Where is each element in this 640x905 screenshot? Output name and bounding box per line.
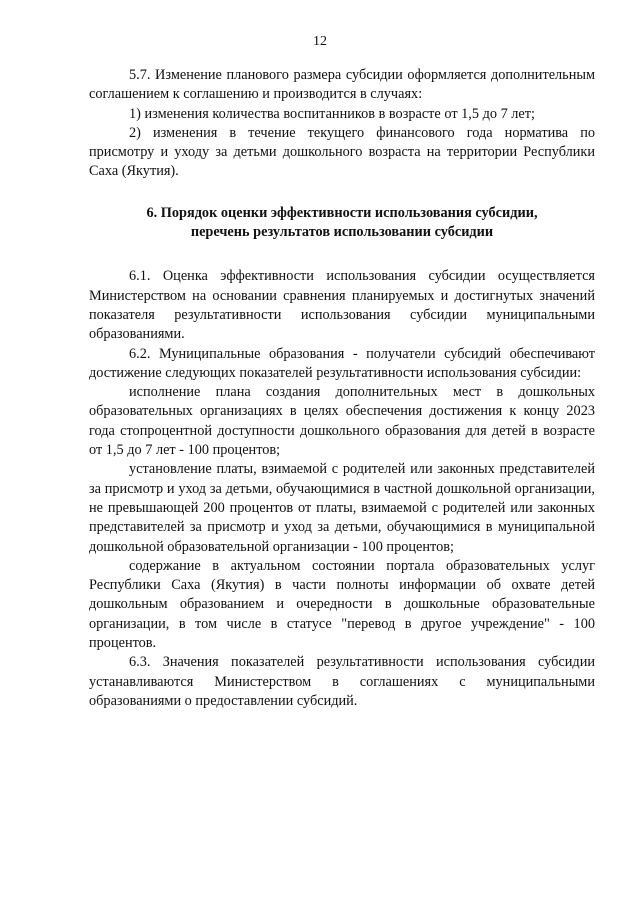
paragraph-6-2: 6.2. Муниципальные образования - получатели субсидий обеспечивают достижение следующих показателей результативности использования субсидии: xyxy=(89,345,595,381)
paragraph-6-3: 6.3. Значения показателей результативности использования субсидии устанавливаются Министерством в соглашениях с муниципальными образованиями о предоставлении субсидий. xyxy=(89,654,595,709)
page-number: 12 xyxy=(313,34,327,49)
document-body xyxy=(89,66,595,711)
section-heading-line-1: 6. Порядок оценки эффективности использования субсидии, xyxy=(146,204,538,221)
indicator-item-2: установление платы, взимаемой с родителей или законных представителей за присмотр и уход за детьми, обучающимися в частной дошкольной организации, не превышающей 200 процентов от платы, взимаемой с родителей или законных представителей за присмотр и уход за детьми, обучающимися в муниципальной дошкольной образовательной организации - 100 процентов; xyxy=(89,461,595,555)
paragraph-6-1: 6.1. Оценка эффективности использования субсидии осуществляется Министерством на основании сравнения планируемых и достигнутых значений показателя результативности использования субсидии муниципальными образованиями. xyxy=(89,268,595,343)
section-heading xyxy=(89,204,595,243)
list-item-2: 2) изменения в течение текущего финансового года норматива по присмотру и уходу за детьми дошкольного возраста на территории Республики Саха (Якутия). xyxy=(89,124,595,180)
paragraph-5-7: 5.7. Изменение планового размера субсидии оформляется дополнительным соглашением к соглашению и производится в случаях: xyxy=(89,67,595,103)
list-item-1: 1) изменения количества воспитанников в возрасте от 1,5 до 7 лет; xyxy=(129,105,536,122)
indicator-item-3: содержание в актуальном состоянии портала образовательных услуг Республики Саха (Якутия) в части полноты информации об охвате детей дошкольным образованием и очередности в дошкольные образовательные организации, в том числе в статусе "перевод в другое учреждение" - 100 процентов. xyxy=(89,557,595,652)
indicator-item-1: исполнение плана создания дополнительных мест в дошкольных образовательных организациях в целях обеспечения достижения к концу 2023 года стопроцентной доступности дошкольного образования для детей в возрасте от 1,5 до 7 лет - 100 процентов; xyxy=(89,384,595,459)
section-heading-line-2: перечень результатов использовании субсидии xyxy=(190,224,494,241)
